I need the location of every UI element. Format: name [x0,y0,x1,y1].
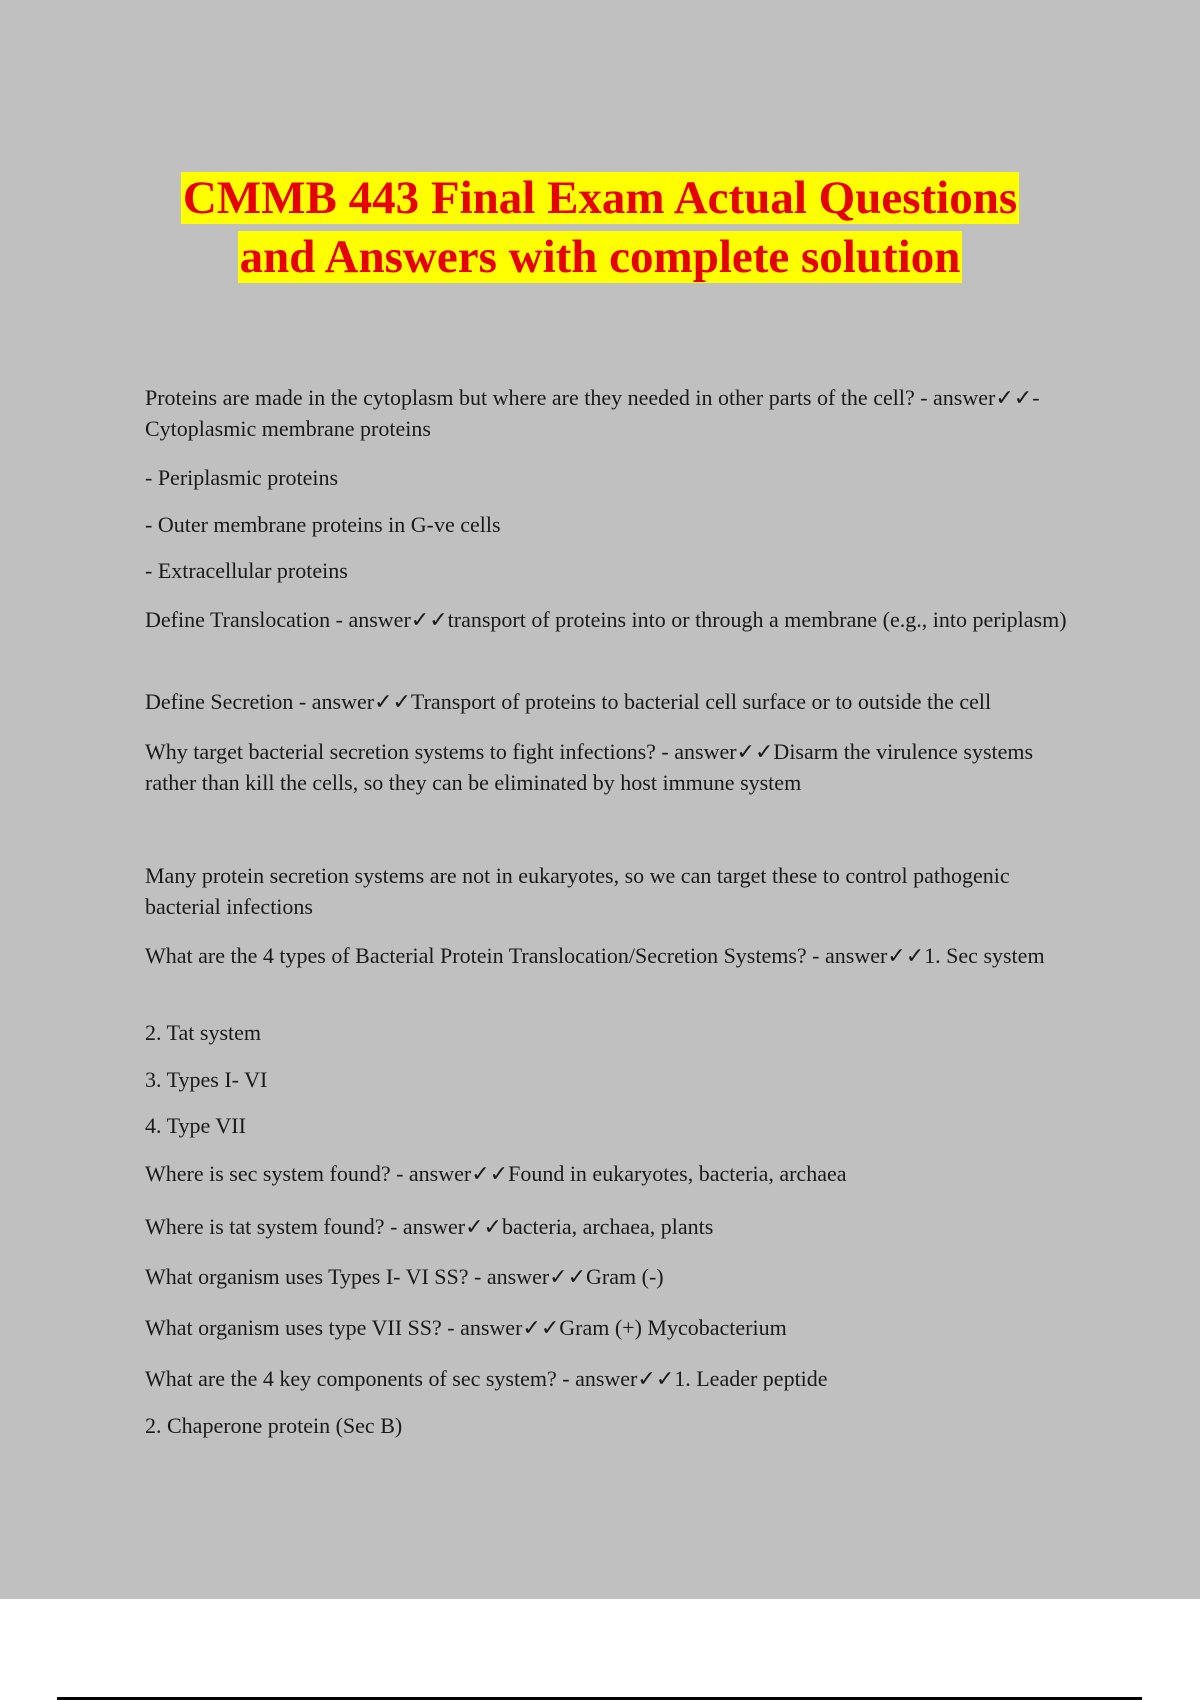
paragraph: What organism uses Types I- VI SS? - answer✓✓Gram (-) [145,1264,664,1289]
paragraph: Define Secretion - answer✓✓Transport of proteins to bacterial cell surface or to outside the cell [145,689,992,714]
paragraph: What are the 4 types of Bacterial Protein Translocation/Secretion Systems? - answer✓✓1. Sec system [145,943,1045,968]
paragraph: 2. Chaperone protein (Sec B) [145,1413,403,1438]
paragraph: Proteins are made in the cytoplasm but where are they needed in other parts of the cell? - answer✓✓- Cytoplasmic membrane proteins [145,385,1040,441]
paragraph: What organism uses type VII SS? - answer✓✓Gram (+) Mycobacterium [145,1315,787,1340]
title-highlight: CMMB 443 Final Exam Actual Questions [182,172,1018,224]
paragraph: 4. Type VII [145,1113,246,1138]
document-title-line-1 [0,169,1200,227]
paragraph: What are the 4 key components of sec system? - answer✓✓1. Leader peptide [145,1366,828,1391]
paragraph: Define Translocation - answer✓✓transport of proteins into or through a membrane (e.g., into periplasm) [145,607,1067,632]
paragraph: - Extracellular proteins [145,558,348,583]
paragraph: - Periplasmic proteins [145,465,339,490]
paragraph: 2. Tat system [145,1020,261,1045]
paragraph: Where is sec system found? - answer✓✓Found in eukaryotes, bacteria, archaea [145,1161,847,1186]
paragraph: Where is tat system found? - answer✓✓bacteria, archaea, plants [145,1214,714,1239]
paragraph: - Outer membrane proteins in G-ve cells [145,512,501,537]
paragraph: 3. Types I- VI [145,1067,268,1092]
title-highlight: and Answers with complete solution [239,231,961,283]
paragraph: Why target bacterial secretion systems to fight infections? - answer✓✓Disarm the virulence systems rather than kill the cells, so they can be eliminated by host immune system [145,739,1034,795]
paragraph: Many protein secretion systems are not in eukaryotes, so we can target these to control pathogenic bacterial infections [145,863,1010,919]
document-title-line-2 [0,228,1200,286]
